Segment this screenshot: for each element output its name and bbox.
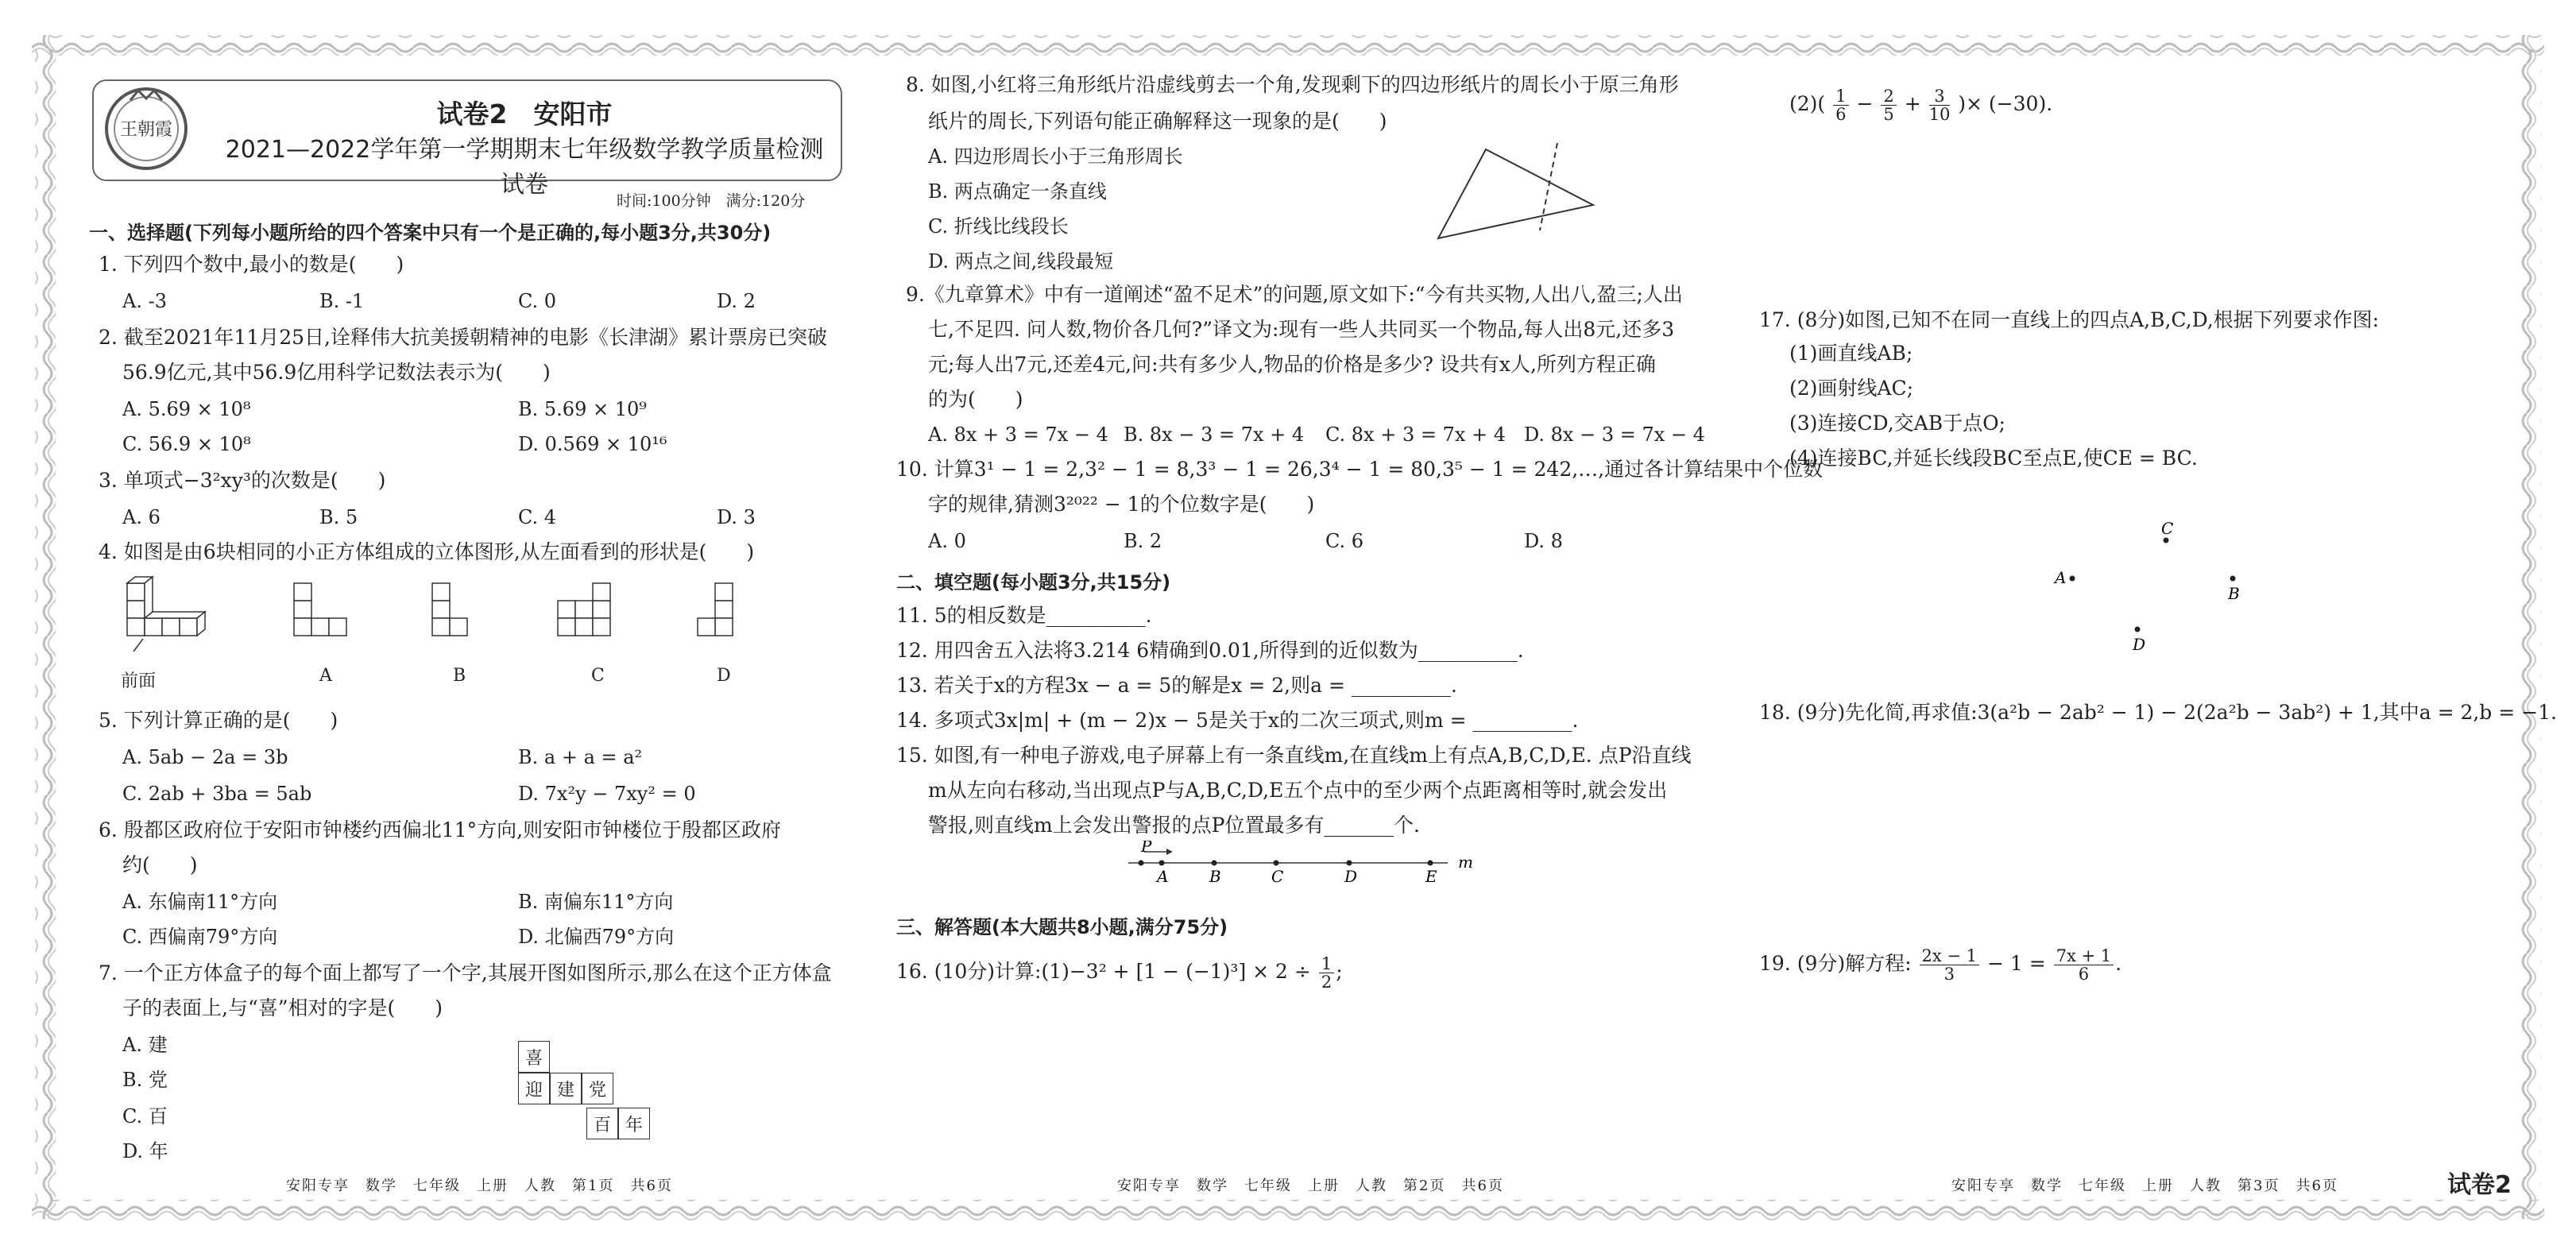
question-15-line1: 15. 如图,有一种电子游戏,电子屏幕上有一条直线m,在直线m上有点A,B,C,D,E. 点P沿直线 [896, 744, 1692, 767]
q4-figures [119, 575, 779, 659]
q17-label-b: B [2228, 584, 2240, 603]
q5-option-a: A. 5ab − 2a = 3b [122, 746, 288, 768]
q3-option-d: D. 3 [717, 506, 756, 528]
question-9-line1: 9.《九章算术》中有一道阐述“盈不足术”的问题,原文如下:“今有共买物,人出八,盈三;人出 [906, 283, 1683, 306]
q17-points-figure [2042, 516, 2249, 659]
q16-minus: − [1856, 92, 1874, 115]
q16-plus: + [1904, 92, 1921, 115]
question-8-line1: 8. 如图,小红将三角形纸片沿虚线剪去一个角,发现剩下的四边形纸片的周长小于原三角形 [906, 73, 1679, 96]
q4-label-d: D [717, 666, 731, 686]
q10-option-c: C. 6 [1325, 530, 1364, 552]
q8-option-d: D. 两点之间,线段最短 [928, 250, 1114, 273]
question-13: 13. 若关于x的方程3x − a = 5的解是x = 2,则a = __________. [896, 674, 1457, 697]
question-8-line2: 纸片的周长,下列语句能正确解释这一现象的是( ) [928, 110, 1387, 133]
question-12: 12. 用四舍五入法将3.214 6精确到0.01,所得到的近似数为__________. [896, 639, 1524, 662]
section-fill-heading: 二、填空题(每小题3分,共15分) [896, 571, 1171, 594]
logo-seal-icon [99, 83, 194, 175]
question-17: 17. (8分)如图,已知不在同一直线上的四点A,B,C,D,根据下列要求作图: [1759, 308, 2380, 331]
q16-fraction-3-10 [1929, 87, 1951, 123]
q16-frac-num: 1 [1319, 955, 1334, 973]
q4-cube-solid [127, 577, 205, 652]
q19-f1-num: 2x − 1 [1920, 947, 1980, 965]
q8-triangle-figure [1430, 143, 1605, 246]
q3-option-b: B. 5 [319, 506, 358, 528]
q17-step-4: (4)连接BC,并延长线段BC至点E,使CE = BC. [1789, 447, 2198, 470]
q15-label-m: m [1458, 853, 1473, 872]
question-7-line1: 7. 一个正方体盒子的每个面上都写了一个字,其展开图如图所示,那么在这个正方体盒 [99, 961, 832, 984]
q17-step-1: (1)画直线AB; [1789, 342, 1913, 365]
q15-label-d: D [1344, 867, 1358, 886]
q15-number-line [1120, 841, 1486, 888]
footer-page-2: 安阳专享 数学 七年级 上册 人教 第2页 共6页 [1117, 1178, 1504, 1194]
question-11: 11. 5的相反数是__________. [896, 604, 1152, 627]
q3-option-c: C. 4 [518, 506, 557, 528]
q1-option-c: C. 0 [518, 290, 557, 312]
q19-fraction-right [2054, 947, 2114, 983]
q7-option-d: D. 年 [122, 1140, 168, 1162]
question-16-part2 [1789, 87, 2052, 123]
q16-part2-close: )× (−30). [1958, 92, 2053, 115]
q19-end: . [2115, 952, 2122, 975]
footer-page-1: 安阳专享 数学 七年级 上册 人教 第1页 共6页 [286, 1178, 673, 1194]
q8-option-b: B. 两点确定一条直线 [928, 180, 1107, 203]
question-15-line3: 警报,则直线m上会发出警报的点P位置最多有_______个. [928, 814, 1420, 837]
q19-fraction-left [1920, 947, 1980, 983]
q7-option-a: A. 建 [122, 1034, 168, 1056]
q4-option-d-figure [698, 583, 733, 636]
paper-title: 试卷2 安阳市 [436, 99, 613, 130]
question-1: 1. 下列四个数中,最小的数是( ) [99, 253, 404, 276]
question-3: 3. 单项式−3²xy³的次数是( ) [99, 469, 386, 492]
q16-f3-den: 10 [1928, 105, 1951, 124]
q7-option-b: B. 党 [122, 1069, 168, 1091]
q4-option-b-figure [432, 583, 467, 636]
logo-text: 王朝霞 [119, 120, 173, 140]
net-cell-dang: 党 [582, 1073, 613, 1104]
section-choice-heading: 一、选择题(下列每小题所给的四个答案中只有一个是正确的,每小题3分,共30分) [89, 222, 772, 244]
q19-f1-den: 3 [1944, 965, 1955, 984]
q16-frac-den: 2 [1321, 973, 1332, 992]
question-2-line1: 2. 截至2021年11月25日,诠释伟大抗美援朝精神的电影《长津湖》累计票房已突破 [99, 326, 827, 349]
q16-part1-text: 16. (10分)计算:(1)−3² + [1 − (−1)³] × 2 ÷ [896, 960, 1311, 983]
q19-middle: − 1 = [1986, 952, 2046, 975]
q4-label-b: B [453, 666, 466, 686]
q19-text: 19. (9分)解方程: [1759, 952, 1912, 975]
question-9-line3: 元;每人出7元,还差4元,问:共有多少人,物品的价格是多少? 设共有x人,所列方程正确 [928, 353, 1656, 376]
q10-option-b: B. 2 [1124, 530, 1162, 552]
question-18: 18. (9分)先化简,再求值:3(a²b − 2ab² − 1) − 2(2a²b − 3ab²) + 1,其中a = 2,b = −1. [1759, 701, 2557, 724]
q16-f1-den: 6 [1835, 105, 1847, 124]
q5-option-c: C. 2ab + 3ba = 5ab [122, 783, 312, 805]
q5-option-d: D. 7x²y − 7xy² = 0 [518, 783, 696, 805]
q15-label-p: P [1141, 841, 1152, 856]
q5-option-b: B. a + a = a² [518, 746, 643, 768]
q19-f2-num: 7x + 1 [2054, 947, 2114, 965]
net-cell-bai: 百 [586, 1108, 618, 1139]
q2-option-b: B. 5.69 × 10⁹ [518, 398, 647, 420]
q3-option-a: A. 6 [122, 506, 161, 528]
question-19 [1759, 947, 2122, 983]
q17-label-d: D [2133, 635, 2146, 654]
time-score-info: 时间:100分钟 满分:120分 [617, 192, 806, 210]
question-4: 4. 如图是由6块相同的小正方体组成的立体图形,从左面看到的形状是( ) [99, 540, 755, 563]
q4-option-a-figure [294, 583, 346, 636]
q8-option-a: A. 四边形周长小于三角形周长 [928, 145, 1183, 168]
net-cell-jian: 建 [550, 1073, 582, 1104]
question-2-line2: 56.9亿元,其中56.9亿用科学记数法表示为( ) [122, 361, 551, 384]
question-10-line1: 10. 计算3¹ − 1 = 2,3² − 1 = 8,3³ − 1 = 26,3⁴ − 1 = 80,3⁵ − 1 = 242,…,通过各计算结果中个位数 [896, 458, 1824, 481]
q2-option-c: C. 56.9 × 10⁸ [122, 433, 251, 455]
net-cell-nian: 年 [618, 1108, 650, 1139]
q17-label-a: A [2055, 568, 2067, 587]
question-6-line2: 约( ) [122, 853, 198, 876]
q1-option-a: A. -3 [122, 290, 167, 312]
q16-fraction-half [1319, 955, 1334, 991]
question-15-line2: m从左向右移动,当出现点P与A,B,C,D,E五个点中的至少两个点距离相等时,就会发出 [928, 779, 1668, 802]
q4-front-label: 前面 [121, 671, 157, 691]
question-9-line2: 七,不足四. 问人数,物价各几何?”译文为:现有一些人共同买一个物品,每人出8元,还多3 [928, 318, 1675, 341]
q6-option-b: B. 南偏东11°方向 [518, 891, 674, 913]
q2-option-a: A. 5.69 × 10⁸ [122, 398, 251, 420]
question-5: 5. 下列计算正确的是( ) [99, 709, 338, 732]
q4-label-c: C [591, 666, 605, 686]
q9-option-c: C. 8x + 3 = 7x + 4 [1325, 424, 1507, 446]
question-16-part1 [896, 955, 1343, 991]
q4-option-c-figure [558, 583, 610, 636]
question-6-line1: 6. 殷都区政府位于安阳市钟楼约西偏北11°方向,则安阳市钟楼位于殷都区政府 [99, 818, 782, 841]
q8-option-c: C. 折线比线段长 [928, 215, 1069, 238]
section-solve-heading: 三、解答题(本大题共8小题,满分75分) [896, 916, 1228, 938]
q16-fraction-2-5 [1881, 87, 1896, 123]
question-7-line2: 子的表面上,与“喜”相对的字是( ) [122, 996, 443, 1019]
q16-part2-open: (2)( [1789, 92, 1826, 115]
question-10-line2: 字的规律,猜测3²⁰²² − 1的个位数字是( ) [928, 493, 1315, 516]
footer-page-3: 安阳专享 数学 七年级 上册 人教 第3页 共6页 [1951, 1178, 2338, 1194]
q6-option-c: C. 西偏南79°方向 [122, 926, 278, 948]
q7-option-c: C. 百 [122, 1105, 168, 1127]
q9-option-b: B. 8x − 3 = 7x + 4 [1124, 424, 1305, 446]
q4-label-a: A [319, 666, 332, 686]
q17-step-2: (2)画射线AC; [1789, 377, 1914, 400]
q1-option-d: D. 2 [717, 290, 756, 312]
q16-f1-num: 1 [1833, 87, 1848, 106]
q1-option-b: B. -1 [319, 290, 365, 312]
q16-fraction-1-6 [1833, 87, 1848, 123]
q16-f2-num: 2 [1881, 87, 1896, 106]
paper-subtitle: 2021—2022学年第一学期期末七年级数学教学质量检测试卷 [225, 136, 824, 199]
q2-option-d: D. 0.569 × 10¹⁶ [518, 433, 667, 455]
q19-f2-den: 6 [2078, 965, 2090, 984]
q16-end: ; [1336, 960, 1343, 983]
q16-f3-num: 3 [1929, 87, 1951, 106]
q10-option-a: A. 0 [928, 530, 966, 552]
q9-option-d: D. 8x − 3 = 7x − 4 [1524, 424, 1705, 446]
q17-label-c: C [2161, 519, 2174, 538]
q16-f2-den: 5 [1883, 105, 1894, 124]
q15-label-c: C [1271, 867, 1284, 886]
question-9-line4: 的为( ) [928, 388, 1023, 411]
q6-option-d: D. 北偏西79°方向 [518, 926, 675, 948]
net-cell-ying: 迎 [518, 1073, 550, 1104]
q10-option-d: D. 8 [1524, 530, 1563, 552]
q15-label-a: A [1157, 867, 1169, 886]
paper-number-tag: 试卷2 [2447, 1171, 2512, 1199]
q9-option-a: A. 8x + 3 = 7x − 4 [928, 424, 1108, 446]
q15-label-e: E [1425, 867, 1437, 886]
q17-step-3: (3)连接CD,交AB于点O; [1789, 412, 2005, 435]
question-14: 14. 多项式3x|m| + (m − 2)x − 5是关于x的二次三项式,则m = __________. [896, 709, 1579, 732]
q6-option-a: A. 东偏南11°方向 [122, 891, 278, 913]
q15-label-b: B [1209, 867, 1221, 886]
net-cell-xi: 喜 [518, 1041, 550, 1073]
